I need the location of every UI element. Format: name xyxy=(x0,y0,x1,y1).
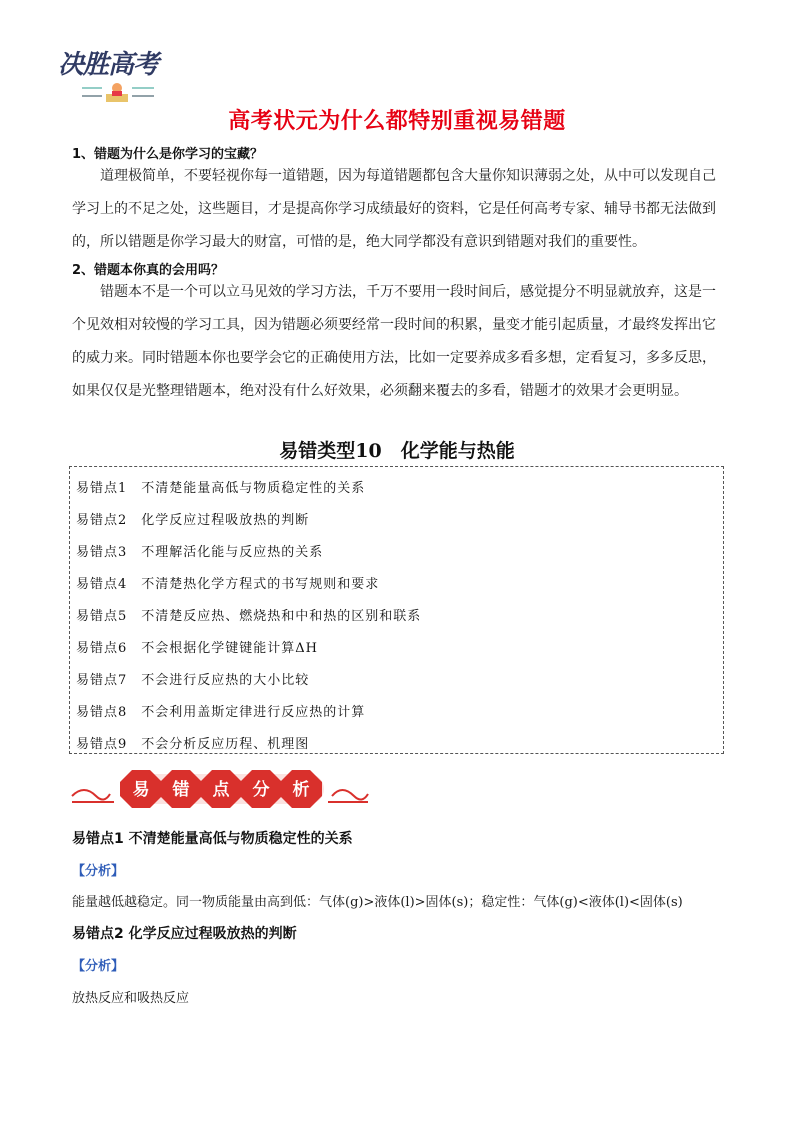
paragraph-2 xyxy=(72,276,724,408)
analysis-label-1: 【分析】 xyxy=(72,864,125,879)
analysis-title-1: 易错点1 不清楚能量高低与物质稳定性的关系 xyxy=(72,831,353,847)
list-item: 易错点9 不会分析反应历程、机理图 xyxy=(76,737,310,752)
banner-char: 易 xyxy=(132,780,150,800)
banner-char: 点 xyxy=(212,780,230,800)
paragraph-line: 如果仅仅是光整理错题本，绝对没有什么好效果，必须翻来覆去的多看，错题才的效果才会更明显。 xyxy=(72,383,688,399)
paragraph-line: 学习上的不足之处，这些题目，才是提高你学习成绩最好的资料，它是任何高考专家、辅导书都无法做到 xyxy=(72,201,716,217)
paragraph-line: 的威力来。同时错题本你也要学会它的正确使用方法，比如一定要养成多看多想，定看复习，多多反思， xyxy=(72,350,716,366)
analysis-banner xyxy=(70,766,370,812)
question-heading-1: 1、错题为什么是你学习的宝藏？ xyxy=(72,147,264,162)
list-item: 易错点6 不会根据化学键键能计算ΔH xyxy=(76,641,318,656)
list-item: 易错点5 不清楚反应热、燃烧热和中和热的区别和联系 xyxy=(76,609,422,624)
banner-char: 分 xyxy=(252,780,270,800)
list-item: 易错点4 不清楚热化学方程式的书写规则和要求 xyxy=(76,577,380,592)
list-item: 易错点1 不清楚能量高低与物质稳定性的关系 xyxy=(76,481,366,496)
paragraph-line: 道理极简单，不要轻视你每一道错题，因为每道错题都包含大量你知识薄弱之处，从中可以发现自己 xyxy=(100,168,716,184)
analysis-label-2: 【分析】 xyxy=(72,959,125,974)
student-reading-icon xyxy=(78,80,158,104)
list-item: 易错点8 不会利用盖斯定律进行反应热的计算 xyxy=(76,705,366,720)
logo xyxy=(58,44,178,106)
analysis-title-2: 易错点2 化学反应过程吸放热的判断 xyxy=(72,926,297,942)
paragraph-1 xyxy=(72,160,724,259)
question-heading-2: 2、错题本你真的会用吗？ xyxy=(72,263,225,278)
banner-char: 错 xyxy=(172,780,190,800)
error-type-title: 易错类型10 化学能与热能 xyxy=(279,440,515,462)
list-item: 易错点7 不会进行反应热的大小比较 xyxy=(76,673,310,688)
error-points-box xyxy=(69,466,724,754)
banner-char: 析 xyxy=(292,780,310,800)
list-item: 易错点2 化学反应过程吸放热的判断 xyxy=(76,513,310,528)
analysis-text-2: 放热反应和吸热反应 xyxy=(72,991,190,1006)
logo-text: 决胜高考 xyxy=(58,50,159,80)
list-item: 易错点3 不理解活化能与反应热的关系 xyxy=(76,545,324,560)
paragraph-line: 错题本不是一个可以立马见效的学习方法，千万不要用一段时间后，感觉提分不明显就放弃，这是一 xyxy=(100,284,716,300)
paragraph-line: 个见效相对较慢的学习工具，因为错题必须要经常一段时间的积累，量变才能引起质量，才最终发挥出它 xyxy=(72,317,716,333)
analysis-text-1: 能量越低越稳定。同一物质能量由高到低：气体(g)>液体(l)>固体(s)；稳定性：气体(g)<液体(l)<固体(s) xyxy=(72,895,683,910)
paragraph-line: 的，所以错题是你学习最大的财富，可惜的是，绝大同学都没有意识到错题对我们的重要性。 xyxy=(72,234,646,250)
page-title: 高考状元为什么都特别重视易错题 xyxy=(228,109,566,134)
